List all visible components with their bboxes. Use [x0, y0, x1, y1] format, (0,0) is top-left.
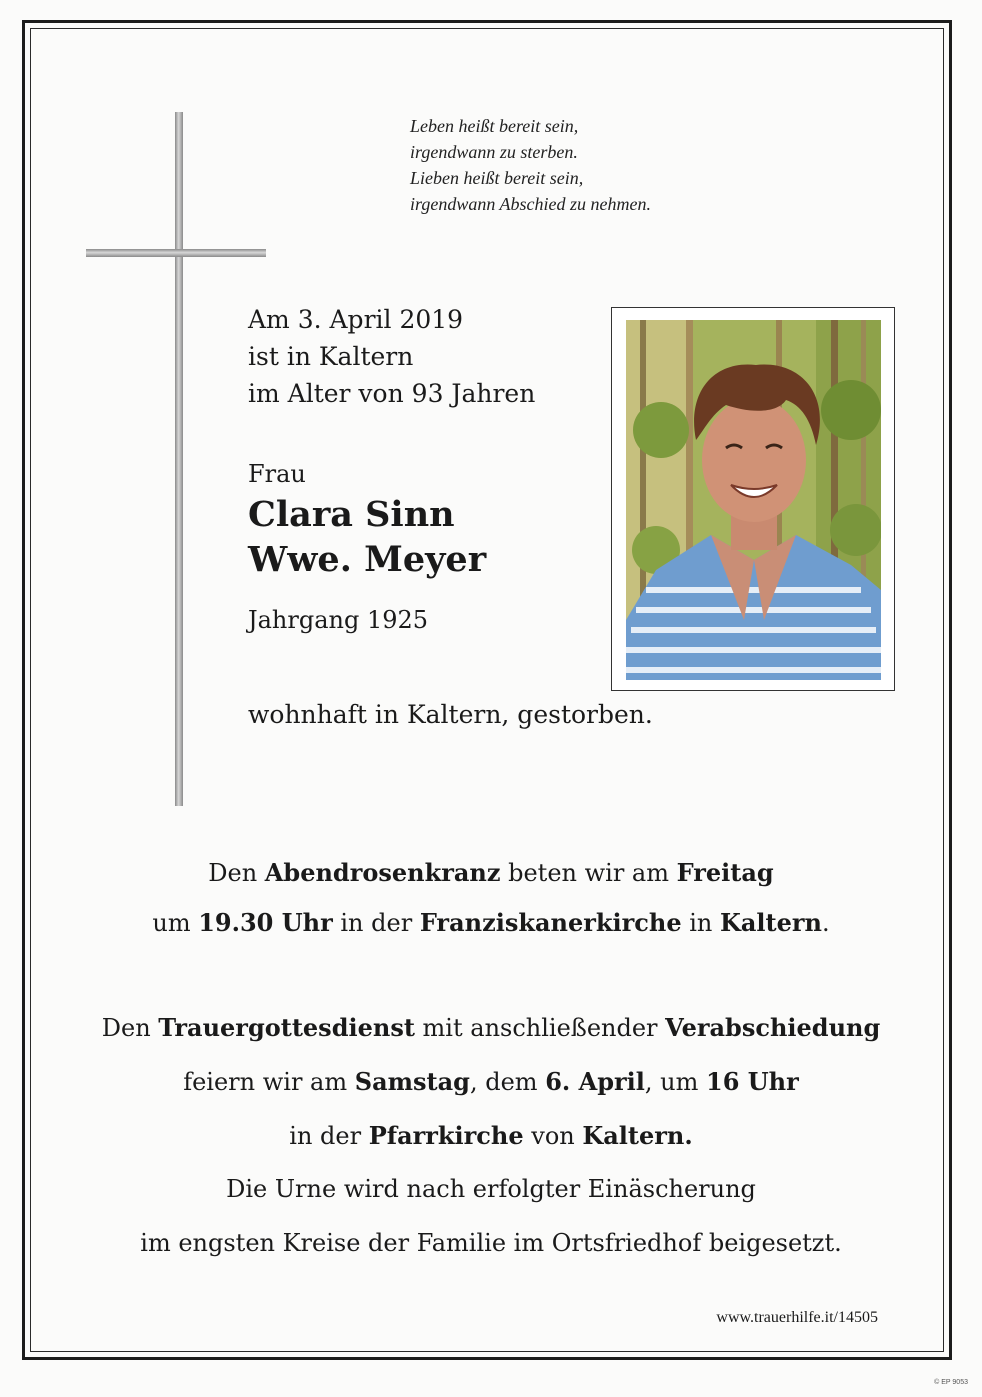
funeral-line-2	[40, 1067, 942, 1096]
funeral-time: 16 Uhr	[706, 1067, 799, 1096]
funeral-line-1	[40, 1013, 942, 1042]
funeral-line-4: Die Urne wird nach erfolgter Einäscherung	[226, 1175, 756, 1203]
text-segment: feiern wir am	[183, 1068, 355, 1096]
cross-horizontal-beam	[86, 249, 266, 257]
death-notice-intro	[248, 301, 535, 412]
deceased-widow-name: Wwe. Meyer	[248, 539, 487, 580]
salutation: Frau	[248, 460, 306, 488]
funeral-church: Pfarrkirche	[368, 1121, 524, 1150]
text-segment: beten wir am	[500, 859, 677, 887]
text-segment: in der	[332, 909, 420, 937]
poem	[410, 113, 651, 217]
deceased-name: Clara Sinn	[248, 494, 455, 535]
funeral-line-5: im engsten Kreise der Familie im Ortsfriedhof beigesetzt.	[140, 1229, 842, 1257]
text-segment: um	[152, 909, 199, 937]
rosary-church: Franziskanerkirche	[419, 908, 682, 937]
portrait-photo	[626, 320, 881, 680]
rosary-label: Abendrosenkranz	[264, 858, 501, 887]
text-segment: , dem	[469, 1068, 546, 1096]
poem-line: irgendwann zu sterben.	[410, 142, 578, 162]
funeral-day: Samstag	[354, 1067, 470, 1096]
rosary-line-2	[40, 908, 942, 937]
cross-vertical-beam	[175, 112, 183, 806]
text-segment: Den	[101, 1014, 159, 1042]
poem-line: irgendwann Abschied zu nehmen.	[410, 194, 651, 214]
rosary-time: 19.30 Uhr	[198, 908, 333, 937]
print-code: © EP 9053	[934, 1379, 968, 1386]
funeral-service-label: Trauergottesdienst	[158, 1013, 415, 1042]
birth-year: Jahrgang 1925	[248, 606, 429, 634]
portrait-illustration	[626, 320, 881, 680]
poem-line: Lieben heißt bereit sein,	[410, 168, 584, 188]
website-link[interactable]: www.trauerhilfe.it/14505	[716, 1309, 878, 1326]
text-segment: von	[523, 1122, 583, 1150]
funeral-date: 6. April	[545, 1067, 645, 1096]
rosary-day: Freitag	[676, 858, 774, 887]
death-place: ist in Kaltern	[248, 342, 414, 371]
death-date: Am 3. April 2019	[248, 305, 464, 334]
funeral-line-3	[40, 1121, 942, 1150]
deceased-name-block	[248, 456, 486, 582]
text-segment: , um	[644, 1068, 706, 1096]
rosary-line-1	[40, 858, 942, 887]
text-segment: in	[681, 909, 720, 937]
text-segment: mit anschließender	[414, 1014, 666, 1042]
text-segment: in der	[289, 1122, 369, 1150]
funeral-town: Kaltern.	[582, 1121, 693, 1150]
farewell-label: Verabschiedung	[665, 1013, 881, 1042]
text-segment: Den	[208, 859, 265, 887]
age-at-death: im Alter von 93 Jahren	[248, 379, 536, 408]
residence: wohnhaft in Kaltern, gestorben.	[248, 700, 653, 729]
poem-line: Leben heißt bereit sein,	[410, 116, 579, 136]
rosary-town: Kaltern	[720, 908, 822, 937]
text-segment: .	[821, 909, 830, 937]
